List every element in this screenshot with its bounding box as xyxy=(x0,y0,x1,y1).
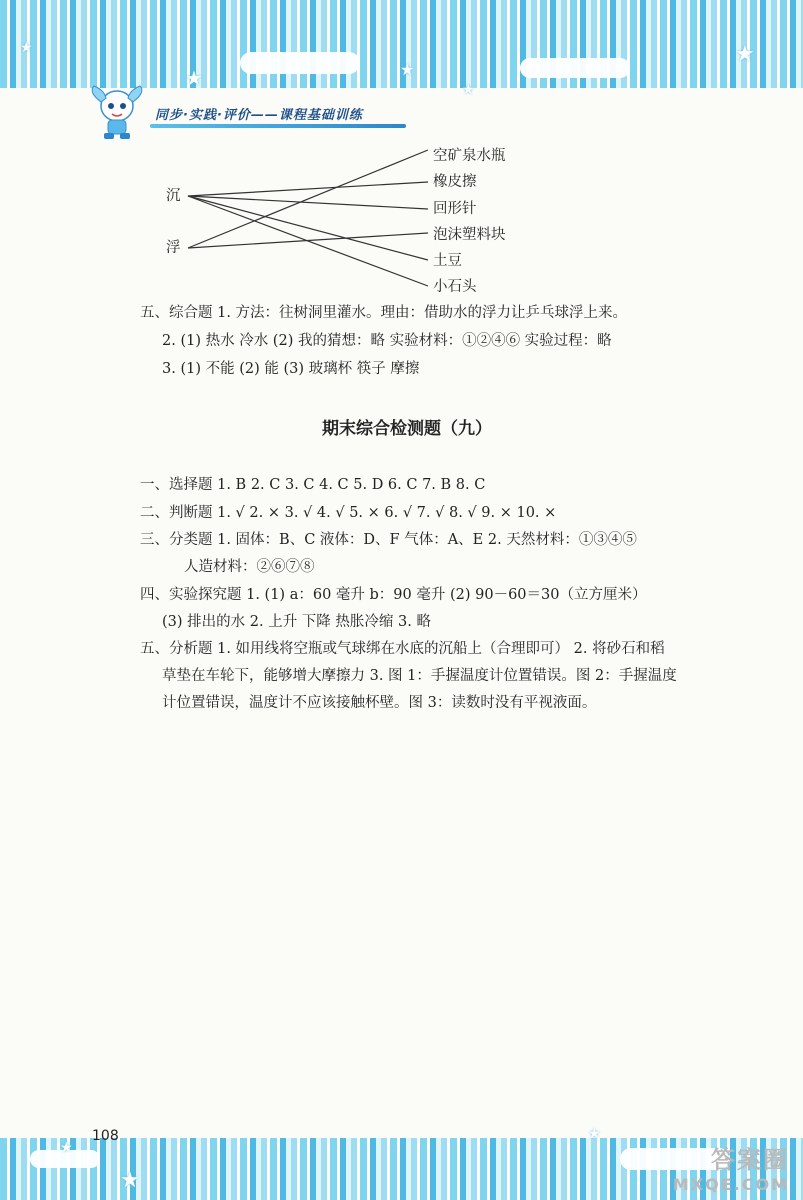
answer-line: 一、选择题 1. B 2. C 3. C 4. C 5. D 6. C 7. B 8. C xyxy=(140,477,486,493)
match-line-fu-kuangquanshuiping xyxy=(188,150,428,248)
star-icon: ★ xyxy=(120,1168,140,1193)
match-right-item: 橡皮擦 xyxy=(433,174,477,190)
match-line-fu-paomosuliaokuai xyxy=(188,233,428,248)
star-icon: ★ xyxy=(462,82,475,98)
answer-line: 计位置错误，温度计不应该接触杯壁。图 3：读数时没有平视液面。 xyxy=(162,695,597,711)
answer-line: 草垫在车轮下，能够增大摩擦力 3. 图 1：手握温度计位置错误。图 2：手握温度 xyxy=(162,668,677,684)
watermark-logo-text: 答案圈 xyxy=(711,1146,789,1174)
answer-line: 四、实验探究题 1. (1) a：60 毫升 b：90 毫升 (2) 90－60＝30（立方厘米） xyxy=(140,587,647,603)
answer-line: 3. (1) 不能 (2) 能 (3) 玻璃杯 筷子 摩擦 xyxy=(162,361,420,377)
star-icon: ★ xyxy=(185,66,203,90)
match-right-item: 泡沫塑料块 xyxy=(433,227,506,243)
star-icon: ★ xyxy=(588,1126,601,1142)
watermark xyxy=(673,1140,789,1194)
match-line-chen-xiangpica xyxy=(188,182,428,196)
match-left-chen: 沉 xyxy=(166,188,181,204)
star-icon: ★ xyxy=(60,1140,73,1156)
match-line-chen-huixingzhen xyxy=(188,196,428,209)
match-right-item: 空矿泉水瓶 xyxy=(433,148,506,164)
answer-line: 人造材料：②⑥⑦⑧ xyxy=(184,559,315,575)
answer-line: 二、判断题 1. √ 2. × 3. √ 4. √ 5. × 6. √ 7. √ 8. √ 9. × 10. × xyxy=(140,505,557,521)
star-icon: ★ xyxy=(400,60,415,79)
page-number: 108 xyxy=(92,1128,119,1144)
star-icon: ★ xyxy=(735,42,755,67)
watermark-url: MXQE.COM xyxy=(672,1175,789,1194)
star-icon: ★ xyxy=(20,40,33,56)
answer-line: 2. (1) 热水 冷水 (2) 我的猜想：略 实验材料：①②④⑥ 实验过程：略 xyxy=(162,333,612,349)
answer-line: 五、分析题 1. 如用线将空瓶或气球绑在水底的沉船上（合理即可） 2. 将砂石和稻 xyxy=(140,641,665,657)
match-line-chen-tudou xyxy=(188,196,428,260)
section-title: 期末综合检测题（九） xyxy=(322,419,492,439)
answer-line: 五、综合题 1. 方法：往树洞里灌水。理由：借助水的浮力让乒乓球浮上来。 xyxy=(140,305,628,321)
header-title: 同步·实践·评价——课程基础训练 xyxy=(155,108,363,123)
answer-line: (3) 排出的水 2. 上升 下降 热胀冷缩 3. 略 xyxy=(162,614,431,630)
match-left-fu: 浮 xyxy=(166,240,181,256)
match-right-item: 回形针 xyxy=(433,201,477,217)
match-right-item: 小石头 xyxy=(433,279,477,295)
match-right-item: 土豆 xyxy=(433,253,462,269)
answer-line: 三、分类题 1. 固体：B、C 液体：D、F 气体：A、E 2. 天然材料：①③④⑤ xyxy=(140,532,637,548)
